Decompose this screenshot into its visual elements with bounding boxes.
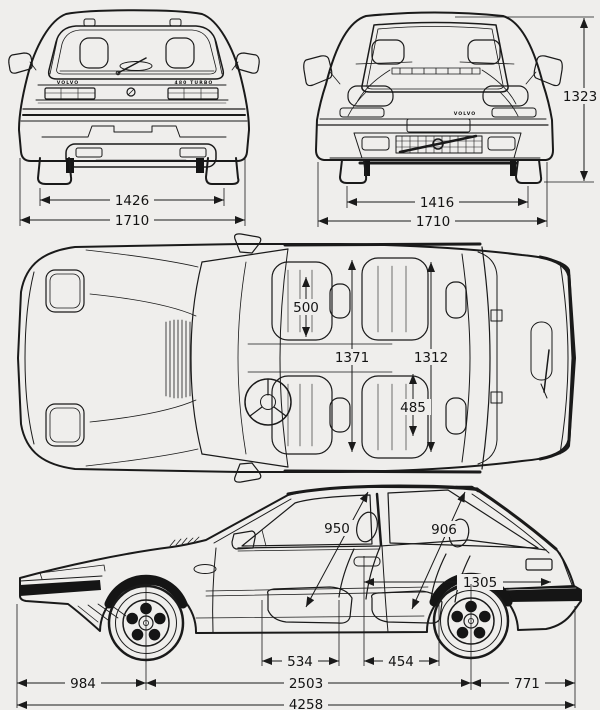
fog-lamp — [362, 137, 389, 150]
dimension-cabin-width-front — [330, 260, 374, 452]
side-view — [17, 486, 581, 710]
taillight — [526, 559, 552, 570]
rear-view — [9, 10, 259, 229]
dimension-seat-pitch-front — [262, 653, 339, 670]
dim-front-seat-width-label: 500 — [293, 300, 319, 316]
rear-badge-right: 480 TURBO — [174, 81, 214, 86]
dim-headroom-rear-label: 906 — [431, 522, 457, 538]
dim-cabin-width-front-label: 1371 — [334, 350, 370, 366]
headrest — [446, 398, 466, 434]
headrest — [354, 510, 381, 544]
turn-signal — [340, 108, 384, 117]
fog-lamp — [488, 137, 515, 150]
dimension-front-seat-width — [289, 277, 324, 337]
dimension-overall-length — [17, 697, 575, 710]
headrest — [80, 38, 108, 68]
dimension-rear-overhang — [471, 675, 575, 692]
taillight-right — [168, 88, 218, 99]
dimension-wheelbase — [146, 675, 471, 692]
grille-mesh — [396, 136, 482, 153]
roof-spoiler-mount — [84, 19, 95, 26]
rear-bumper — [504, 585, 581, 602]
tire — [516, 160, 541, 183]
taillight-left — [45, 88, 95, 99]
dim-wheelbase-label: 2503 — [288, 676, 324, 692]
dim-seat-pitch-front-label: 534 — [287, 654, 313, 670]
dim-rear-seat-width-label: 485 — [400, 400, 426, 416]
dimension-front-track — [347, 186, 528, 211]
cowl-louvers — [166, 320, 190, 398]
headrest — [372, 40, 404, 64]
headrest — [330, 398, 350, 432]
fender-badge — [194, 565, 216, 574]
dimension-rear-track — [40, 188, 224, 209]
roof-spoiler-mount — [170, 19, 181, 26]
headrest — [166, 38, 194, 68]
dim-front-overhang-label: 984 — [70, 676, 96, 692]
rear-wiper — [544, 350, 549, 392]
top-view — [18, 234, 575, 482]
dim-front-width-label: 1710 — [415, 214, 451, 230]
dimension-seat-pitch-rear — [364, 653, 439, 670]
rear-badge-left: VOLVO — [56, 81, 80, 86]
windshield — [362, 23, 508, 93]
dim-rear-track-label: 1426 — [114, 193, 150, 209]
dim-rear-overhang-label: 771 — [514, 676, 540, 692]
headrest — [446, 282, 466, 318]
dimension-front-overhang — [17, 675, 146, 692]
dim-cabin-length-label: 1305 — [462, 575, 498, 591]
dim-overall-height-label: 1323 — [562, 89, 598, 105]
dim-front-track-label: 1416 — [419, 195, 455, 211]
bumper-step — [42, 126, 226, 137]
headrest — [330, 284, 350, 318]
dim-headroom-front-label: 950 — [324, 521, 350, 537]
b-pillar — [377, 494, 381, 545]
dim-overall-length-label: 4258 — [288, 697, 324, 710]
front-badge: VOLVO — [453, 112, 477, 117]
front-view — [304, 13, 600, 231]
lower-bumper — [66, 144, 216, 167]
dim-seat-pitch-rear-label: 454 — [388, 654, 414, 670]
dim-cabin-width-rear-label: 1312 — [413, 350, 449, 366]
dim-rear-width-label: 1710 — [114, 213, 150, 229]
